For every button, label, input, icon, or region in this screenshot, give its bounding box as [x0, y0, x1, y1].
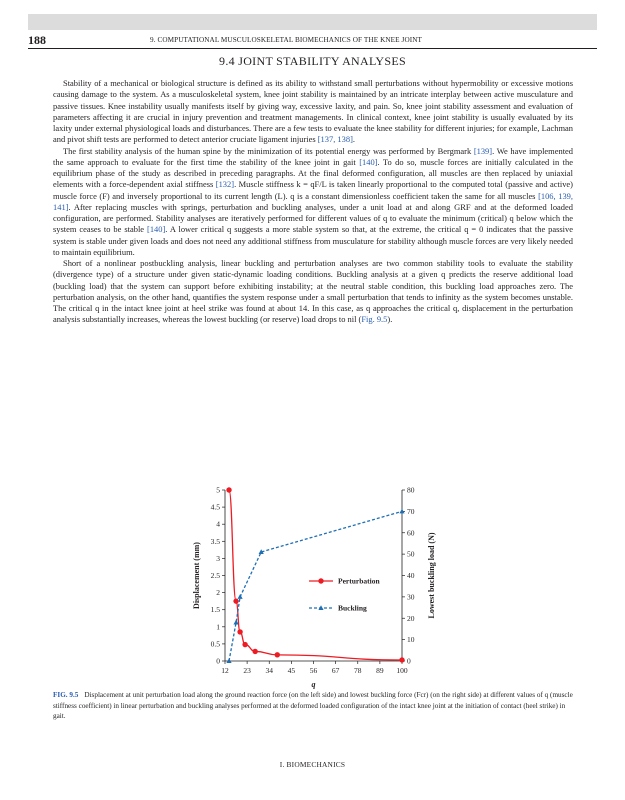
buckling-point	[226, 658, 231, 663]
right-tick-label: 60	[407, 528, 415, 538]
right-tick-label: 30	[407, 592, 415, 602]
x-tick-label: 45	[287, 666, 296, 675]
paragraph-stability-definition	[53, 78, 573, 146]
x-axis-title: q	[311, 680, 316, 689]
left-tick-label: 3.5	[210, 536, 220, 546]
x-tick-label: 67	[331, 666, 340, 675]
perturbation-point	[275, 652, 280, 657]
citation-link[interactable]: [140]	[359, 156, 378, 167]
right-tick-label: 70	[407, 506, 415, 516]
figure-9-5	[185, 483, 440, 689]
stability-chart	[185, 483, 440, 689]
buckling-line	[229, 511, 402, 661]
x-tick-label: 56	[309, 666, 318, 675]
left-tick-label: 1	[216, 622, 220, 632]
x-tick-label: 23	[243, 666, 251, 675]
citation-link[interactable]: [106, 139, 141]	[53, 190, 573, 212]
right-tick-label: 80	[407, 485, 415, 495]
left-tick-label: 2.5	[210, 571, 220, 580]
citation-link[interactable]: [139]	[473, 145, 493, 156]
right-tick-label: 0	[407, 656, 411, 666]
buckling-point	[399, 509, 404, 514]
header-band	[28, 14, 597, 30]
right-tick-label: 20	[407, 613, 415, 623]
perturbation-point	[399, 657, 404, 662]
left-tick-label: 0	[216, 656, 220, 666]
x-tick-label: 12	[221, 666, 229, 675]
caption-text: Displacement at unit perturbation load along the ground reaction force (on the left side) and lowest buckling force (Fcr) (on the right side) at different values of q (muscle stiffness coefficient) in linear perturbation and buckling analyses performed at the deformed loaded configuration of the intact knee joint at the initiation of contact (heel strike) in gait.	[53, 691, 573, 720]
footer: I. BIOMECHANICS	[279, 760, 346, 769]
left-tick-label: 4	[216, 519, 220, 529]
buckling-point	[237, 594, 242, 599]
paragraph-text: . A lower critical q suggests a more stable system so that, at the extreme, the critical q = 0 indicates that the passive system is stable under given loads and does not need any additional stiffness from musculature for stability although muscle forces are very likely needed to maintain equilibrium.	[53, 224, 573, 257]
figure-link[interactable]: Fig. 9.5	[361, 314, 388, 325]
left-tick-label: 1.5	[210, 605, 220, 615]
perturbation-point	[233, 598, 238, 603]
left-tick-label: 5	[216, 485, 220, 495]
perturbation-point	[237, 629, 242, 634]
body-text	[53, 78, 573, 326]
left-tick-label: 2	[216, 588, 220, 598]
paragraph-text: .	[352, 134, 356, 145]
paragraph-text: The first stability analysis of the human spine by the minimization of its potential energy was performed by Bergmark	[63, 145, 474, 156]
right-tick-label: 40	[407, 571, 415, 580]
x-tick-label: 34	[265, 666, 273, 675]
paragraph-text: ).	[387, 314, 393, 325]
x-tick-label: 100	[396, 666, 408, 675]
paragraph-stability-method	[53, 146, 573, 259]
paragraph-text: . We have implemented the same approach to evaluate for the first time the stability of the knee joint in gait	[53, 145, 573, 167]
left-axis-title: Displacement (mm)	[192, 542, 201, 609]
left-tick-label: 3	[216, 553, 220, 563]
paragraph-text: . After replacing muscles with springs, perturbation and buckling analyses, under a unit load at and along GRF and at the deformed loaded configuration, are performed. Stability analyses are iteratively performed for different values of q to evaluate the minimum (critical) q below which the system ceases to be stable	[53, 201, 573, 235]
right-tick-label: 50	[407, 549, 415, 559]
perturbation-point	[226, 487, 231, 492]
figure-caption	[53, 690, 573, 722]
citation-link[interactable]: [137, 138]	[317, 134, 353, 145]
perturbation-point	[252, 649, 257, 654]
section-title: 9.4 JOINT STABILITY ANALYSES	[219, 54, 406, 68]
right-axis-title: Lowest buckling load (N)	[427, 532, 436, 619]
paragraph-text: . Muscle stiffness k = qF/L is taken linearly proportional to the computed total (passive and active) muscle force (F) and inversely proportional to its current length (L). q is a constant dimensionless coefficient taken the same for all muscles	[53, 179, 573, 201]
perturbation-line	[229, 490, 402, 660]
paragraph-text: . To do so, muscle forces are initially calculated in the equilibrium phase of the study as described in preceding paragraphs. At the final deformed configuration, all muscles are then replaced by uniaxial elements with a force-dependent axial stiffness	[53, 156, 573, 190]
right-tick-label: 10	[407, 635, 415, 645]
x-tick-label: 89	[376, 666, 384, 675]
paragraph-text: Stability of a mechanical or biological structure is defined as its ability to withstand small perturbations without hypermobility or excessive motions causing damage to the system. As a musculoskeletal system, knee joint stability is maintained by an intricate interplay between active musculature and passive tissues. Knee instability usually manifests itself by giving way, excessive laxity, and pain. So, knee joint stability assessment and evaluation of parameters affecting it are crucial in injury prevention and treatment managements. In clinical context, knee joint stability is usually evaluated by its laxity under external physiological loads and disturbances. There are a few tests to evaluate the knee stability for different injuries; for example, Lachman and pivot shift tests are performed to detect anterior cruciate ligament injuries	[53, 78, 573, 145]
paragraph-text: Short of a nonlinear postbuckling analysis, linear buckling and perturbation analyses are two common stability tools to evaluate the stability (divergence type) of a structure under given static-dynamic loading conditions. Buckling analysis at a given q predicts the reserve additional load (buckling load) that the system can support before exhibiting instability; at the neutral stable condition, this buckling load approaches zero. The perturbation analysis, on the other hand, quantifies the system response under a small perturbation that tends to infinity as the system becomes unstable. The critical q in the intact knee joint at heel strike was found at about 14. In this case, as q approaches the critical q, displacement in the perturbation analysis substantially increases, whereas the lowest buckling (or reserve) load drops to nil (	[53, 258, 573, 325]
header-rule	[28, 48, 597, 49]
page-number: 188	[28, 33, 46, 47]
perturbation-point	[242, 642, 247, 647]
citation-link[interactable]: [132]	[215, 179, 235, 190]
running-head: 9. COMPUTATIONAL MUSCULOSKELETAL BIOMECHANICS OF THE KNEE JOINT	[150, 36, 423, 44]
left-tick-label: 0.5	[210, 639, 220, 649]
x-tick-label: 78	[354, 666, 362, 675]
legend-perturbation-label: Perturbation	[338, 576, 380, 586]
citation-link[interactable]: [140]	[147, 224, 166, 235]
left-tick-label: 4.5	[210, 502, 220, 512]
caption-label: FIG. 9.5	[53, 691, 79, 699]
legend-perturbation-marker	[318, 578, 323, 583]
legend-buckling-label: Buckling	[338, 603, 367, 613]
paragraph-buckling-perturbation	[53, 258, 573, 326]
